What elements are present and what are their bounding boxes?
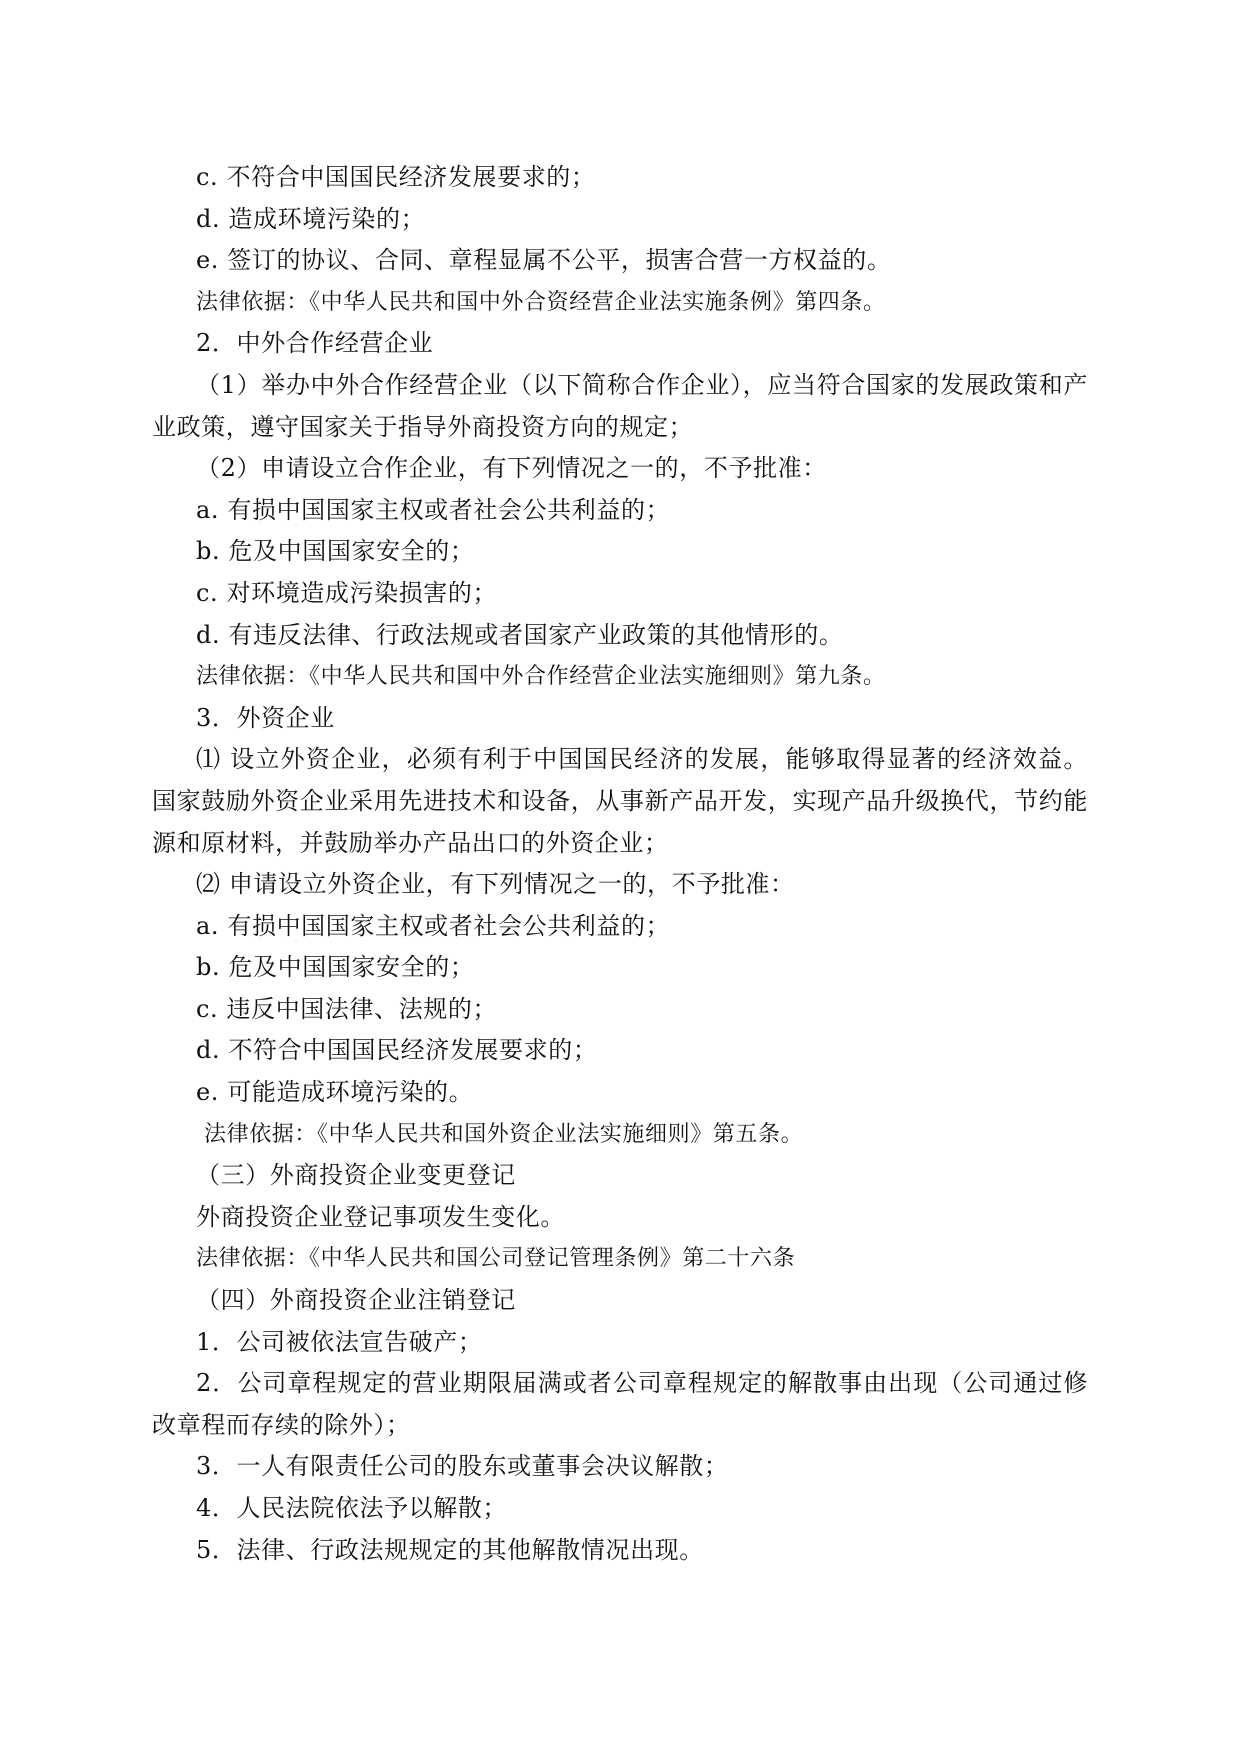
item-c-not-meeting-economy: c. 不符合中国国民经济发展要求的； (196, 163, 596, 191)
document-body (152, 157, 1088, 1571)
section-heading-deregistration: （四）外商投资企业注销登记 (196, 1286, 516, 1315)
item-d-violation: d. 有违反法律、行政法规或者国家产业政策的其他情形的。 (196, 620, 844, 649)
legal-basis-jv-regulation: 法律依据：《中华人民共和国中外合资经营企业法实施条例》第四条。 (196, 289, 886, 315)
item-c-environment-damage: c. 对环境造成污染损害的； (196, 578, 498, 607)
item-b-security: b. 危及中国国家安全的； (196, 537, 475, 566)
paragraph-foreign-enterprise-rejection: ⑵ 申请设立外资企业，有下列情况之一的，不予批准： (196, 870, 795, 899)
legal-basis-company-registration: 法律依据：《中华人民共和国公司登记管理条例》第二十六条 (196, 1246, 796, 1272)
item-a-sovereignty: a. 有损中国国家主权或者社会公共利益的； (196, 495, 671, 524)
item-5-other-dissolution: 5．法律、行政法规规定的其他解散情况出现。 (196, 1535, 704, 1564)
paragraph-change-registration: 外商投资企业登记事项发生变化。 (196, 1202, 565, 1231)
item-b-security-2: b. 危及中国国家安全的； (196, 953, 475, 982)
section-heading-foreign-enterprise: 3．外资企业 (196, 703, 335, 732)
section-heading-cooperative: 2．中外合作经营企业 (196, 329, 434, 358)
legal-basis-cooperative-rules: 法律依据：《中华人民共和国中外合作经营企业法实施细则》第九条。 (196, 664, 886, 690)
item-1-bankruptcy: 1．公司被依法宣告破产； (196, 1327, 483, 1356)
legal-basis-foreign-enterprise-rules: 法律依据：《中华人民共和国外资企业法实施细则》第五条。 (204, 1121, 804, 1147)
paragraph-foreign-enterprise-benefit: ⑴ 设立外资企业，必须有利于中国国民经济的发展，能够取得显著的经济效益。国家鼓励外资企业采用先进技术和设备，从事新产品开发，实现产品升级换代，节约能源和原材料，并鼓励举办产品出口的外资企业； (152, 745, 1088, 857)
item-d-pollution: d. 造成环境污染的； (196, 204, 426, 233)
paragraph-cooperative-policy: （1）举办中外合作经营企业（以下简称合作企业），应当符合国家的发展政策和产业政策，遵守国家关于指导外商投资方向的规定； (152, 370, 1088, 441)
item-e-unfair-agreement: e. 签订的协议、合同、章程显属不公平，损害合营一方权益的。 (196, 246, 892, 275)
item-3-shareholder-resolution: 3．一人有限责任公司的股东或董事会决议解散； (196, 1452, 729, 1481)
section-heading-change-registration: （三）外商投资企业变更登记 (196, 1161, 516, 1190)
item-d-not-meeting-economy-2: d. 不符合中国国民经济发展要求的； (196, 1036, 598, 1065)
item-c-law-violation: c. 违反中国法律、法规的； (196, 994, 498, 1023)
item-2-term-expiry: 2．公司章程规定的营业期限届满或者公司章程规定的解散事由出现（公司通过修改章程而存续的除外）； (152, 1369, 1088, 1439)
paragraph-cooperative-rejection: （2）申请设立合作企业，有下列情况之一的，不予批准： (196, 454, 827, 483)
item-4-court-dissolution: 4．人民法院依法予以解散； (196, 1494, 508, 1522)
item-a-sovereignty-2: a. 有损中国国家主权或者社会公共利益的； (196, 911, 671, 940)
item-e-possible-pollution: e. 可能造成环境污染的。 (196, 1078, 474, 1107)
